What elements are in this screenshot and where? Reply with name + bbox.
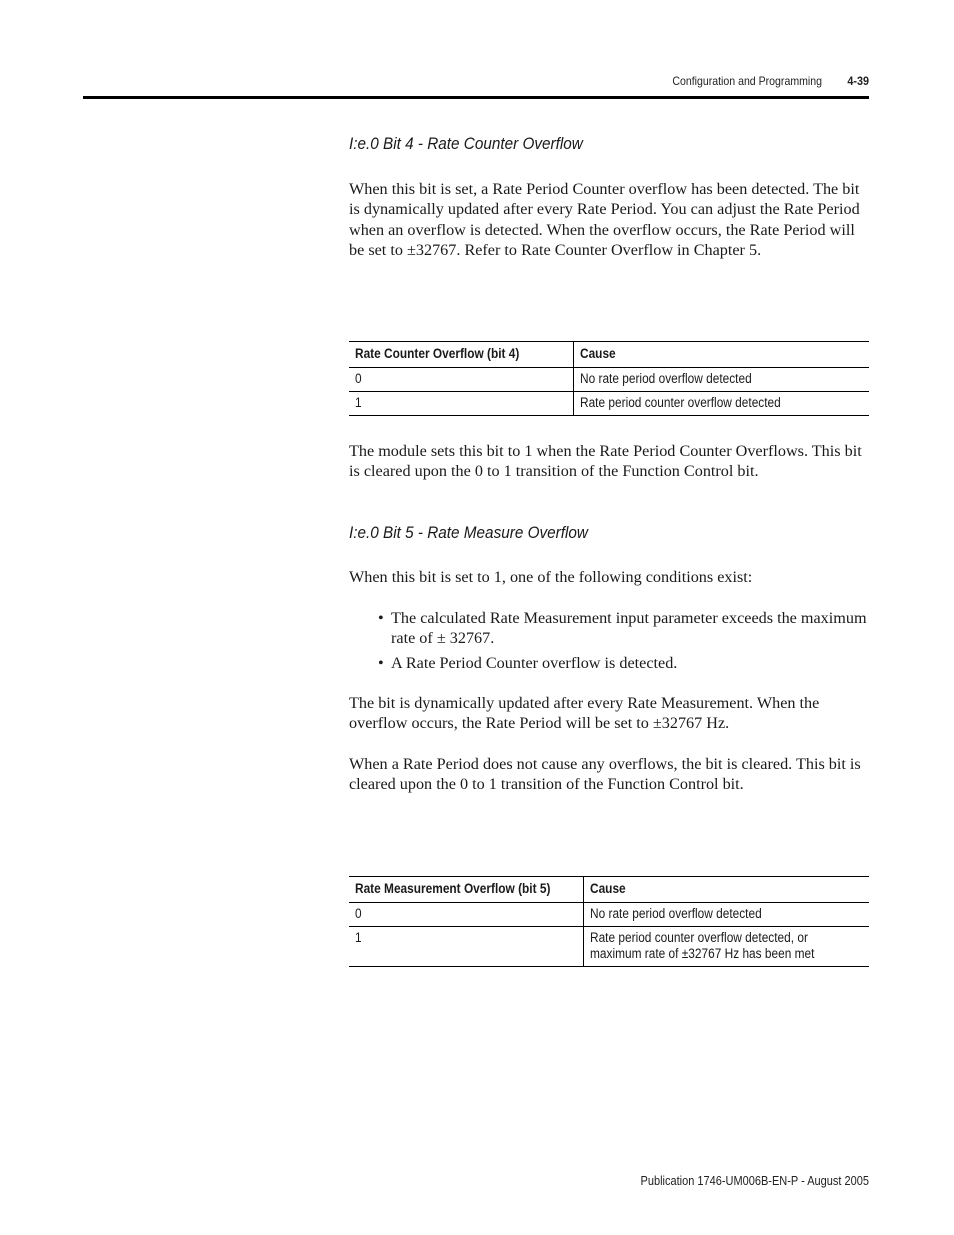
bit5-intro-paragraph: When this bit is set to 1, one of the following conditions exist: xyxy=(349,568,753,586)
bit5-update-paragraph: The bit is dynamically updated after every Rate Measurement. When the overflow occurs, the Rate Period will be set to ±32767 Hz. xyxy=(349,694,820,733)
table-header-cell: Rate Measurement Overflow (bit 5) xyxy=(349,877,584,903)
table-cell: 1 xyxy=(349,927,584,967)
table-cell: 0 xyxy=(349,368,574,392)
section-heading-bit5: I:e.0 Bit 5 - Rate Measure Overflow xyxy=(349,523,588,542)
bit4-intro-paragraph: When this bit is set, a Rate Period Counter overflow has been detected. The bit is dynamically updated after every Rate Period. You can adjust the Rate Period when an overflow is detected. When the overflow occurs, the Rate Period will be set to ±32767. Refer to Rate Counter Overflow in Chapter 5. xyxy=(349,180,860,260)
table-row xyxy=(349,368,869,392)
table-header-row xyxy=(349,877,869,903)
bit4-after-paragraph: The module sets this bit to 1 when the Rate Period Counter Overflows. This bit is cleared upon the 0 to 1 transition of the Function Control bit. xyxy=(349,442,862,481)
table-cell: No rate period overflow detected xyxy=(574,368,870,392)
table-cell: Rate period counter overflow detected, or maximum rate of ±32767 Hz has been met xyxy=(584,927,869,967)
publication-footer: Publication 1746-UM006B-EN-P - August 2005 xyxy=(640,1174,869,1188)
table-row xyxy=(349,903,869,927)
table-header-cell: Cause xyxy=(574,342,870,368)
bit5-cause-table xyxy=(349,876,869,967)
table-cell: 1 xyxy=(349,392,574,416)
table-header-cell: Cause xyxy=(584,877,869,903)
conditions-list xyxy=(378,608,868,677)
table-cell: 0 xyxy=(349,903,584,927)
header-rule xyxy=(83,96,869,99)
list-item: • A Rate Period Counter overflow is detected. xyxy=(378,653,678,672)
table-cell: No rate period overflow detected xyxy=(584,903,869,927)
page-number: 4-39 xyxy=(847,74,869,88)
table-row xyxy=(349,927,869,967)
list-item: • The calculated Rate Measurement input parameter exceeds the maximum rate of ± 32767. xyxy=(378,609,867,648)
section-heading-bit4: I:e.0 Bit 4 - Rate Counter Overflow xyxy=(349,134,583,153)
table-cell: Rate period counter overflow detected xyxy=(574,392,870,416)
table-header-row xyxy=(349,342,869,368)
running-header-title: Configuration and Programming xyxy=(672,74,822,88)
table-header-cell: Rate Counter Overflow (bit 4) xyxy=(349,342,574,368)
bit4-cause-table xyxy=(349,341,869,416)
table-row xyxy=(349,392,869,416)
bit5-cleared-paragraph: When a Rate Period does not cause any overflows, the bit is cleared. This bit is cleared upon the 0 to 1 transition of the Function Control bit. xyxy=(349,755,861,794)
